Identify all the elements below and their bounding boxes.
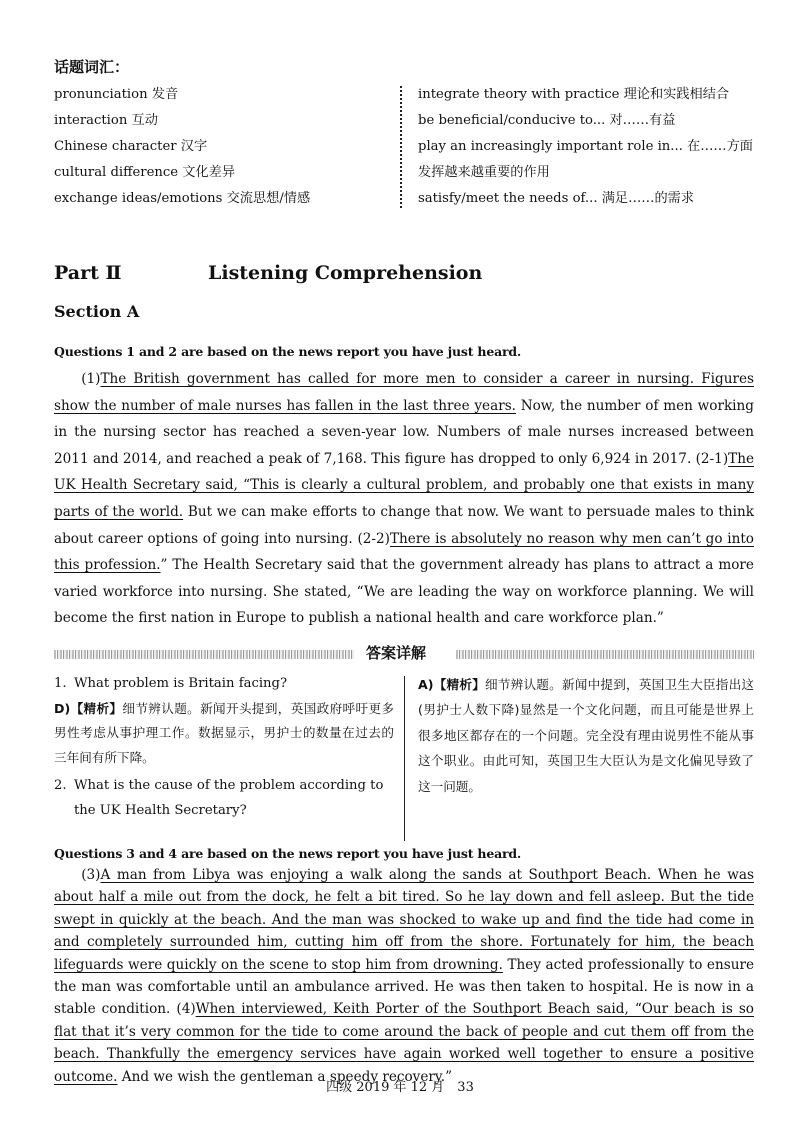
answer-1-explanation xyxy=(54,697,394,771)
answer-2-explanation xyxy=(418,672,754,799)
answer-letter: A) xyxy=(418,677,434,692)
text-segment: But we can make efforts to change that now. We want to persuade males to think about career options of going into nursing. (2-2) xyxy=(54,503,754,547)
vocab-list-left xyxy=(54,82,394,212)
explanation-text: 细节辨认题。新闻开头提到，英国政府呼吁更多男性考虑从事护理工作。数据显示，男护士的数量在过去的三年间有所下降。 xyxy=(54,700,395,765)
answer-banner xyxy=(54,642,754,664)
underlined-segment: A man from Libya was enjoying a walk along the sands at Southport Beach. When he was about half a mile out from the dock, he felt a bit tired. So he lay down and fell asleep. But the tide swept in quickly at the beach. And the man was shocked to wake up and find the tide had come in and completely surrounded him, cutting him off from the shore. Fortunately for him, the beach lifeguards were quickly on the scene to stop him from drowning. xyxy=(54,867,754,973)
analysis-tag: 【精析】 xyxy=(433,677,486,692)
underlined-segment: When interviewed, Keith Porter of the Southport Beach said, “Our beach is so flat that it’s very common for the tide to come around the back of people and cut them off from the beach. Thankfully the emergency services have again worked well together to ensure a positive outcome. xyxy=(54,1001,754,1085)
text-segment: They acted professionally to ensure the man was comfortable until an ambulance arrived. He was then taken to hospital. He is now in a stable condition. (4) xyxy=(54,956,754,1018)
vocab-title: 话题词汇： xyxy=(54,58,130,76)
underlined-segment: The UK Health Secretary said, “This is clearly a cultural problem, and probably one that exists in many parts of the world. xyxy=(54,450,754,520)
vocab-item: cultural difference 文化差异 xyxy=(54,165,236,180)
page-footer: 四级 2019 年 12 月 33 xyxy=(326,1080,474,1095)
answer-banner-label: 答案详解 xyxy=(366,644,427,662)
vocab-item: exchange ideas/emotions 交流思想/情感 xyxy=(54,191,311,206)
vocab-item: integrate theory with practice 理论和实践相结合 xyxy=(418,87,730,102)
question-number: 2. xyxy=(54,778,67,793)
vocab-item: be beneficial/conducive to... 对……有益 xyxy=(418,113,676,128)
banner-decoration-left xyxy=(54,650,354,659)
explanation-text: 细节辨认题。新闻中提到，英国卫生大臣指出这(男护士人数下降)显然是一个文化问题，而且可能是世界上很多地区都存在的一个问题。完全没有理由说男性不能从事这个职业。由此可知，英国卫生大臣认为是文化偏见导致了这一问题。 xyxy=(418,677,755,794)
analysis-tag: 【精析】 xyxy=(70,700,123,716)
answer-letter: D) xyxy=(54,700,71,716)
answer-column-left xyxy=(54,672,394,823)
text-segment: And we wish the gentleman a speedy recovery.” xyxy=(117,1068,453,1085)
questions-3-4-heading: Questions 3 and 4 are based on the news report you have just heard. xyxy=(54,846,522,861)
question-2 xyxy=(54,774,394,823)
vocab-item: Chinese character 汉字 xyxy=(54,139,208,154)
question-text: What is the cause of the problem according to the UK Health Secretary? xyxy=(74,778,384,818)
news-report-2-text xyxy=(54,864,754,1088)
question-1 xyxy=(54,672,394,697)
question-text: What problem is Britain facing? xyxy=(74,676,288,691)
part-title: Listening Comprehension xyxy=(208,262,483,284)
banner-decoration-right xyxy=(456,650,754,659)
text-segment: (3) xyxy=(81,867,101,883)
vocab-divider xyxy=(400,86,402,208)
questions-1-2-heading: Questions 1 and 2 are based on the news report you have just heard. xyxy=(54,344,522,359)
text-segment: Now, the number of men working in the nursing sector has reached a seven-year low. Numbers of male nurses increased between 2011 and 2014, and reached a peak of 7,168. This figure has dropped to only 6,924 in 2017. (2-1) xyxy=(54,397,754,467)
vocab-item: pronunciation 发音 xyxy=(54,87,179,102)
vocab-list-right xyxy=(418,82,763,212)
underlined-segment: There is absolutely no reason why men can’t go into this profession. xyxy=(54,530,754,574)
vocab-item: play an increasingly important role in... 在……方面 xyxy=(418,139,753,154)
text-segment: ” The Health Secretary said that the government already has plans to attract a more varied workforce into nursing. She stated, “We are leading the way on workforce planning. We will become the first nation in Europe to publish a national health and care workforce plan.” xyxy=(54,557,754,627)
underlined-segment: The British government has called for more men to consider a career in nursing. Figures show the number of male nurses has fallen in the last three years. xyxy=(54,371,754,414)
section-heading: Section A xyxy=(54,302,140,321)
question-number: 1. xyxy=(54,676,67,691)
answer-divider xyxy=(404,676,405,841)
part-label: Part Ⅱ xyxy=(54,262,122,284)
vocab-item: satisfy/meet the needs of... 满足……的需求 xyxy=(418,191,695,206)
vocab-item: interaction 互动 xyxy=(54,113,158,128)
news-report-1-text xyxy=(54,366,754,632)
vocab-item: 发挥越来越重要的作用 xyxy=(418,165,550,180)
text-segment: (1) xyxy=(81,371,101,387)
